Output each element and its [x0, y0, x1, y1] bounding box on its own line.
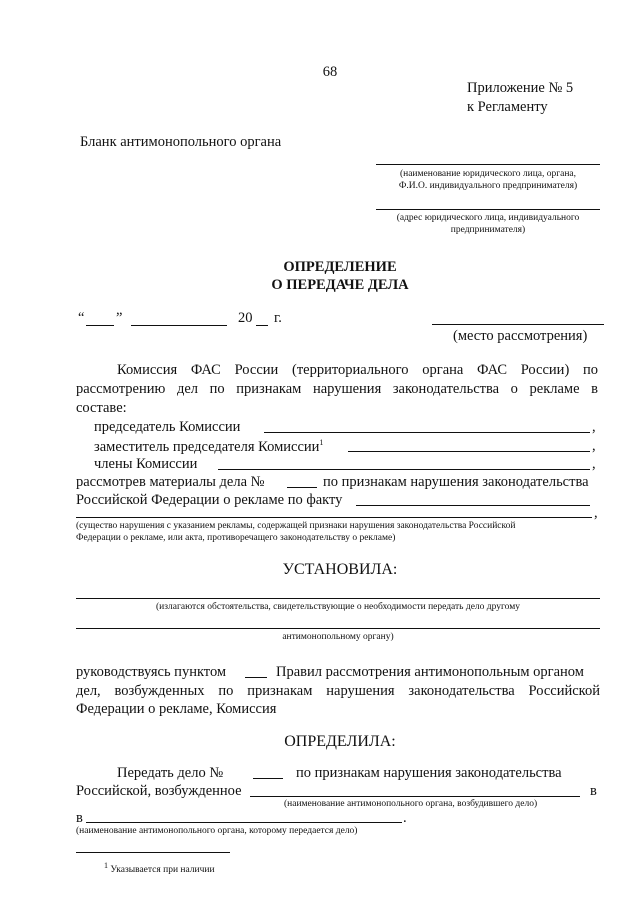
- intro-line-1: Комиссия ФАС России (территориального органа ФАС России) по: [117, 362, 598, 378]
- decided-line-3-end: .: [403, 810, 407, 826]
- decided-recipient-line: [86, 822, 402, 823]
- recipient-address-line: [376, 209, 600, 210]
- footnote: [104, 861, 215, 875]
- case-number-line: [287, 487, 317, 488]
- date-year-prefix: 20: [238, 310, 253, 326]
- case-fact-line: [356, 505, 590, 506]
- deputy-footnote-mark: 1: [319, 438, 324, 447]
- decided-case-number-line: [253, 778, 283, 779]
- date-quote-close: ”: [116, 310, 123, 326]
- established-caption-2: антимонопольному органу): [282, 632, 394, 642]
- recipient-address-caption-1: (адрес юридического лица, индивидуального: [396, 213, 580, 223]
- guided-line-3: Федерации о рекламе, Комиссия: [76, 701, 277, 717]
- decided-line-3-start: в: [76, 810, 83, 826]
- decided-line-1b: по признакам нарушения законодательства: [296, 765, 562, 781]
- guided-point-line: [245, 677, 267, 678]
- chair-label: председатель Комиссии: [94, 419, 241, 435]
- decided-initiator-caption: (наименование антимонопольного органа, возбудившего дело): [284, 799, 538, 809]
- date-quote-open: “: [78, 310, 85, 326]
- blank-label: Бланк антимонопольного органа: [80, 134, 282, 150]
- footnote-mark: 1: [104, 861, 108, 870]
- case-line-1b: по признакам нарушения законодательства: [323, 474, 589, 490]
- decided-initiator-line: [250, 796, 580, 797]
- deputy-line: [348, 451, 590, 452]
- deputy-label-text: заместитель председателя Комиссии: [94, 438, 320, 455]
- members-line: [218, 469, 590, 470]
- established-line-1: [76, 598, 600, 599]
- date-year-suffix: г.: [274, 310, 282, 326]
- place-line: [432, 324, 604, 325]
- decided-heading: ОПРЕДЕЛИЛА:: [284, 733, 396, 750]
- case-caption-1: (существо нарушения с указанием рекламы, содержащей признаки нарушения законодательства Российской: [76, 521, 516, 531]
- recipient-name-line: [376, 164, 600, 165]
- decided-line-1a: Передать дело №: [117, 765, 224, 781]
- members-label: члены Комиссии: [94, 456, 198, 472]
- guided-line-1b: Правил рассмотрения антимонопольным органом: [276, 664, 584, 680]
- case-line-1a: рассмотрев материалы дела №: [76, 474, 265, 490]
- decided-recipient-caption: (наименование антимонопольного органа, которому передается дело): [76, 826, 358, 836]
- footnote-separator: [76, 852, 230, 853]
- members-comma: ,: [592, 456, 596, 472]
- established-caption-1: (излагаются обстоятельства, свидетельствующие о необходимости передать дело другому: [156, 602, 520, 612]
- place-caption: (место рассмотрения): [453, 328, 588, 344]
- case-comma: ,: [594, 505, 598, 521]
- page-number: 68: [322, 64, 338, 80]
- appendix-line-2: к Регламенту: [467, 99, 548, 115]
- recipient-name-caption-1: (наименование юридического лица, органа,: [399, 169, 577, 179]
- date-day-line: [86, 325, 114, 326]
- document-title-1: ОПРЕДЕЛЕНИЕ: [283, 259, 397, 275]
- footnote-text: Указывается при наличии: [110, 865, 215, 876]
- document-title-2: О ПЕРЕДАЧЕ ДЕЛА: [271, 277, 409, 293]
- deputy-comma: ,: [592, 438, 596, 454]
- established-heading: УСТАНОВИЛА:: [282, 561, 398, 578]
- intro-line-3: составе:: [76, 400, 127, 416]
- guided-line-1a: руководствуясь пунктом: [76, 664, 227, 680]
- date-month-line: [131, 325, 227, 326]
- appendix-line-1: Приложение № 5: [467, 80, 574, 96]
- case-line-2: Российской Федерации о рекламе по факту: [76, 492, 343, 508]
- chair-comma: ,: [592, 419, 596, 435]
- deputy-label: [94, 438, 323, 456]
- recipient-name-caption-2: Ф.И.О. индивидуального предпринимателя): [398, 181, 578, 191]
- chair-line: [264, 432, 590, 433]
- decided-line-2-end: в: [590, 783, 597, 799]
- recipient-address-caption-2: предпринимателя): [450, 225, 526, 235]
- intro-line-2: рассмотрению дел по признакам нарушения законодательства о рекламе в: [76, 381, 598, 397]
- date-year-line: [256, 325, 268, 326]
- case-caption-2: Федерации о рекламе, или акта, противоречащего законодательству о рекламе): [76, 533, 396, 543]
- case-fact-line-2: [76, 517, 592, 518]
- established-line-2: [76, 628, 600, 629]
- decided-line-2: Российской, возбужденное: [76, 783, 242, 799]
- guided-line-2: дел, возбужденных по признакам нарушения законодательства Российской: [76, 683, 600, 699]
